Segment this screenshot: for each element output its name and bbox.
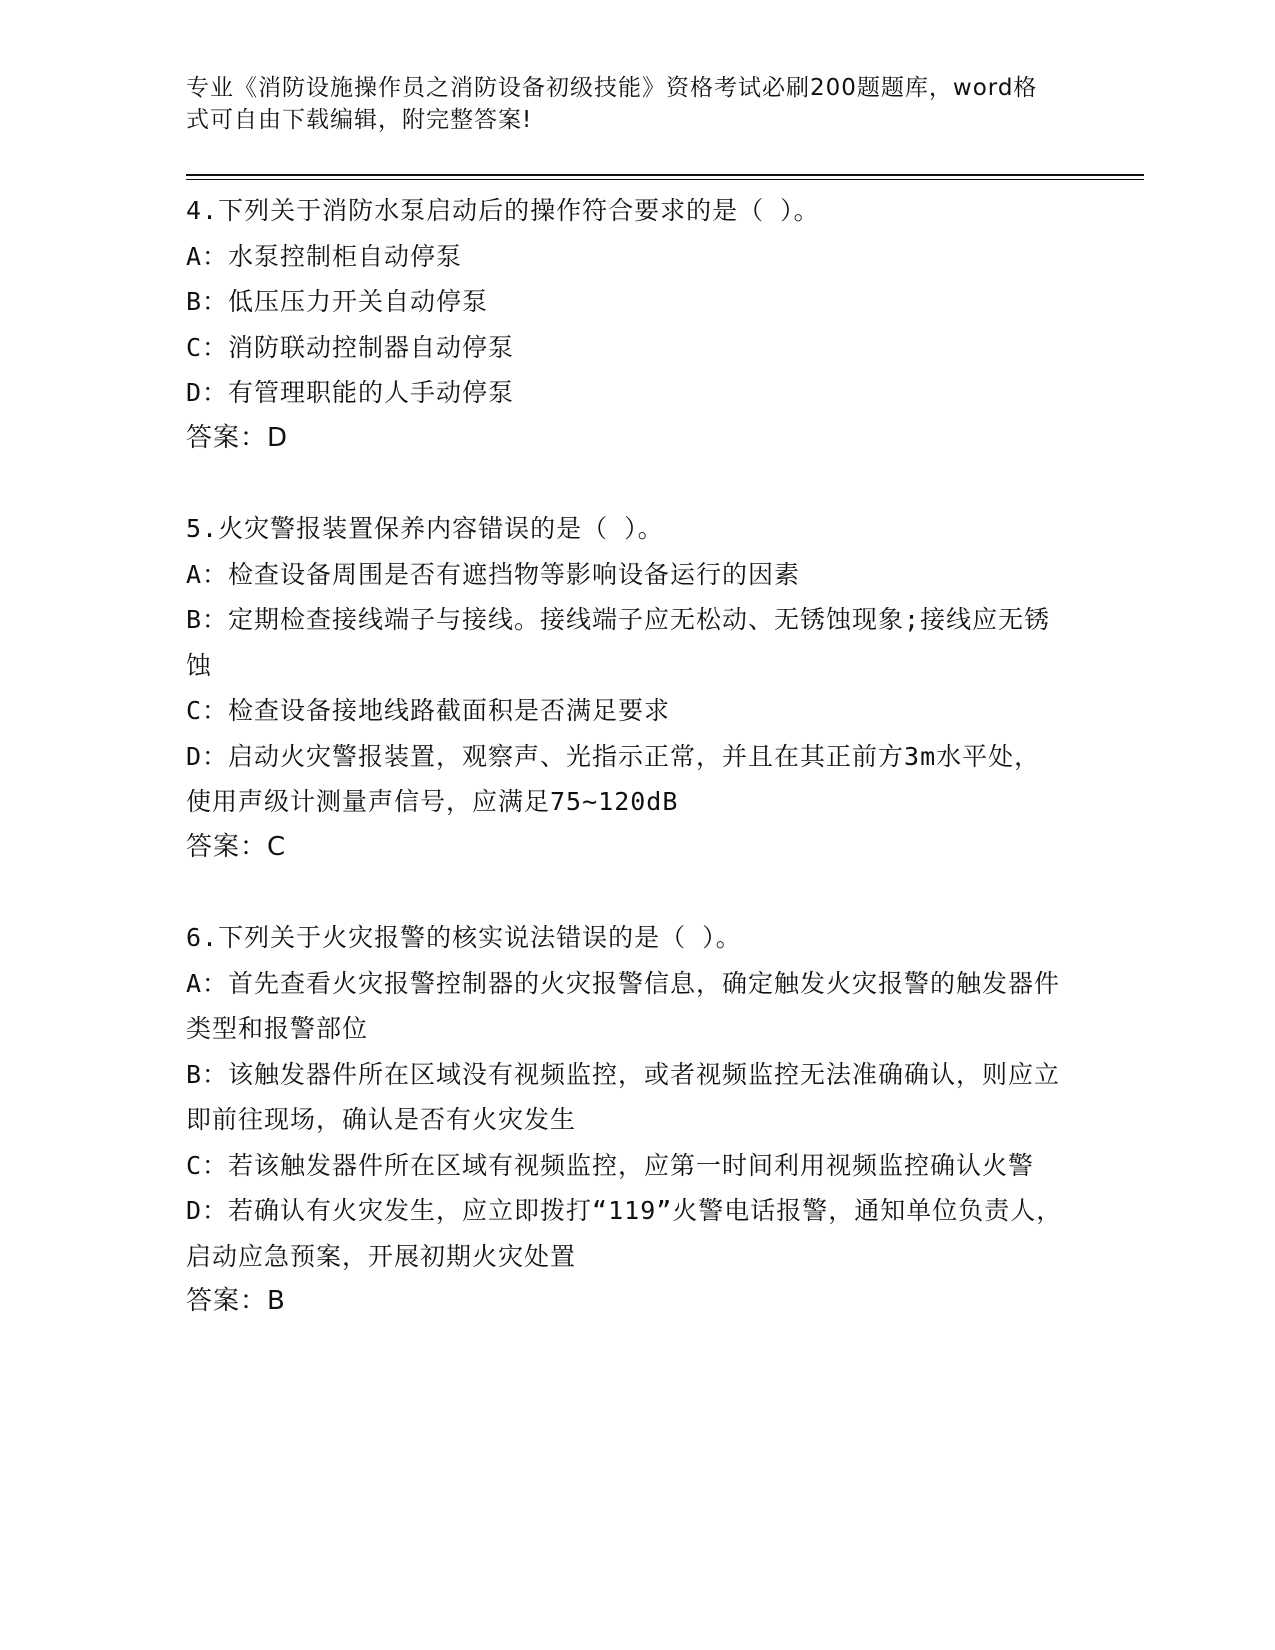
- header-line-1: 专业《消防设施操作员之消防设备初级技能》资格考试必刷200题题库，word格: [186, 75, 1038, 101]
- option-d: D：若确认有火灾发生，应立即拨打“119”火警电话报警，通知单位负责人，启动应急预案，开展初期火灾处置: [186, 1196, 1063, 1271]
- option-a: A：首先查看火灾报警控制器的火灾报警信息，确定触发火灾报警的触发器件类型和报警部位: [186, 968, 1061, 1043]
- answer-line: 答案：C: [186, 831, 287, 862]
- question-5: [186, 506, 1066, 870]
- question-stem: 6.下列关于火灾报警的核实说法错误的是（ ）。: [186, 923, 742, 952]
- option-c: C：检查设备接地线路截面积是否满足要求: [186, 696, 671, 725]
- option-a: A：水泵控制柜自动停泵: [186, 241, 463, 271]
- option-c: C：若该触发器件所在区域有视频监控，应第一时间利用视频监控确认火警: [186, 1150, 1035, 1180]
- header-line-2: 式可自由下载编辑，附完整答案!: [186, 107, 533, 133]
- answer-line: 答案：B: [186, 1286, 286, 1316]
- question-stem: 5.火灾警报装置保养内容错误的是（ ）。: [186, 514, 664, 543]
- question-4: [186, 188, 1066, 461]
- question-stem: 4.下列关于消防水泵启动后的操作符合要求的是（ ）。: [186, 196, 820, 225]
- option-b: B：该触发器件所在区域没有视频监控，或者视频监控无法准确确认，则应立即前往现场，确认是否有火灾发生: [186, 1059, 1061, 1134]
- question-list: [186, 188, 1066, 1370]
- option-a: A：检查设备周围是否有遮挡物等影响设备运行的因素: [186, 559, 801, 589]
- answer-line: 答案：D: [186, 422, 289, 453]
- document-header: [186, 72, 1066, 136]
- question-6: [186, 915, 1066, 1325]
- option-d: D：有管理职能的人手动停泵: [186, 378, 515, 407]
- option-b: B：定期检查接线端子与接线。接线端子应无松动、无锈蚀现象;接线应无锈蚀: [186, 605, 1051, 680]
- header-divider: [186, 174, 1144, 180]
- option-b: B：低压压力开关自动停泵: [186, 287, 489, 316]
- option-c: C：消防联动控制器自动停泵: [186, 332, 515, 362]
- option-d: D：启动火灾警报装置，观察声、光指示正常，并且在其正前方3m水平处，使用声级计测量声信号，应满足75~120dB: [186, 741, 1041, 816]
